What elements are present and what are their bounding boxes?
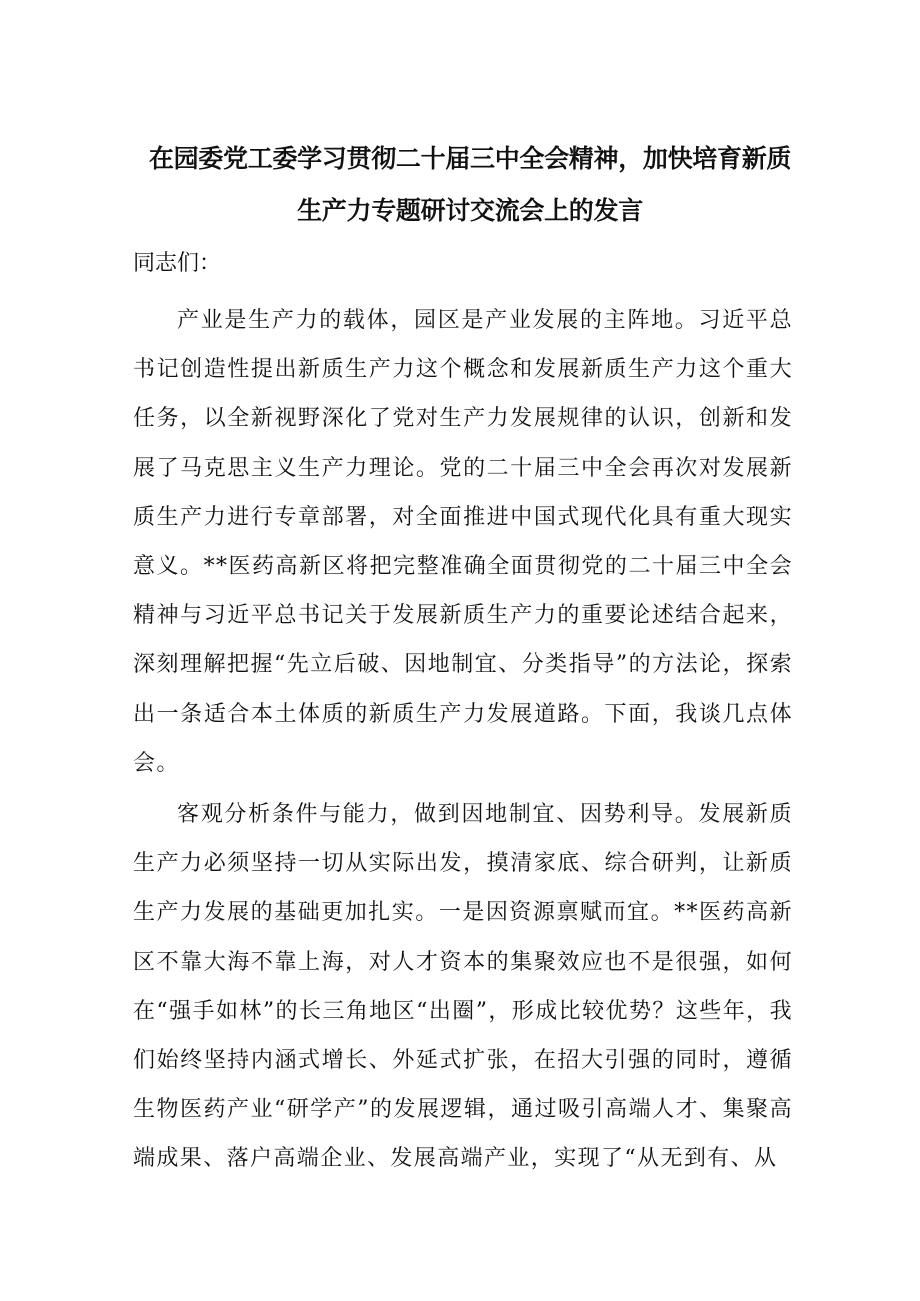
title-line-1: 在园委党工委学习贯彻二十届三中全会精神，加快培育新质 [148,144,792,173]
title-line-2: 生产力专题研讨交流会上的发言 [297,196,643,225]
salutation: 同志们： [133,251,222,276]
body-paragraph-2: 客观分析条件与能力，做到因地制宜、因势利导。发展新质生产力必须坚持一切从实际出发，摸清家底、综合研判，让新质生产力发展的基础更加扎实。一是因资源禀赋而宜。**医药高新区不靠大海不靠上海，对人才资本的集聚效应也不是很强，如何在“强手如林”的长三角地区“出圈”，形成比较优势？这些年，我们始终坚持内涵式增长、外延式扩张，在招大引强的同时，遵循生物医药产业“研学产”的发展逻辑，通过吸引高端人才、集聚高端成果、落户高端企业、发展高端产业，实现了“从无到有、从 [133,802,793,1172]
document-title [120,133,820,237]
body-paragraph-1: 产业是生产力的载体，园区是产业发展的主阵地。习近平总书记创造性提出新质生产力这个概念和发展新质生产力这个重大任务，以全新视野深化了党对生产力发展规律的认识，创新和发展了马克思主义生产力理论。党的二十届三中全会再次对发展新质生产力进行专章部署，对全面推进中国式现代化具有重大现实意义。**医药高新区将把完整准确全面贯彻党的二十届三中全会精神与习近平总书记关于发展新质生产力的重要论述结合起来，深刻理解把握“先立后破、因地制宜、分类指导”的方法论，探索出一条适合本土体质的新质生产力发展道路。下面，我谈几点体会。 [133,308,793,776]
